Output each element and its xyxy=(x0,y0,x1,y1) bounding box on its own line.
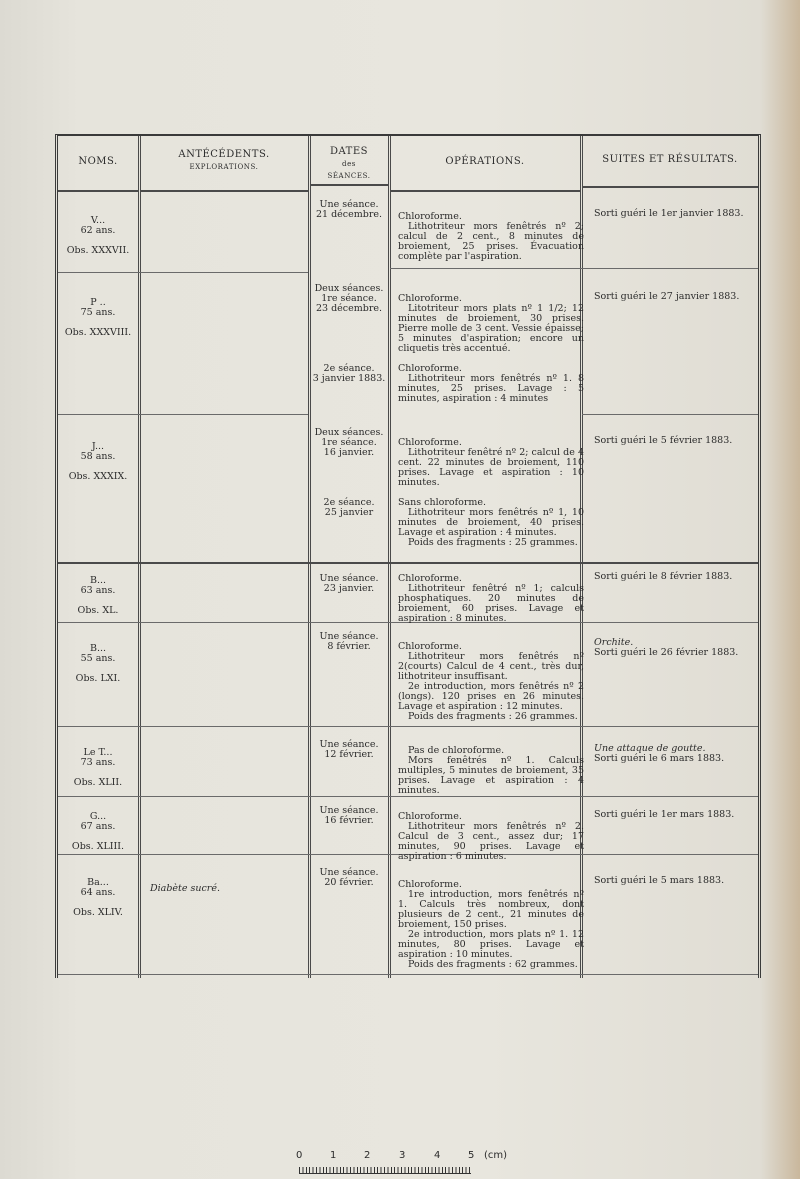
date-line: 16 février. xyxy=(324,815,374,826)
age-text: 67 ans. xyxy=(80,821,116,832)
session-date xyxy=(309,632,389,652)
row-separator xyxy=(58,414,308,415)
op-line: Chloroforme. xyxy=(398,293,462,304)
obs-number: Obs. XLIV. xyxy=(73,907,123,918)
result-text: Sorti guéri le 26 février 1883. xyxy=(594,647,739,658)
operation-text xyxy=(398,212,584,262)
row-separator xyxy=(58,272,308,273)
op-line: Poids des fragments : 25 grammes. xyxy=(408,537,578,548)
operation-text xyxy=(398,498,584,548)
op-line: Chloroforme. xyxy=(398,437,462,448)
name-text: B... xyxy=(89,575,107,586)
result-text: Sorti guéri le 5 février 1883. xyxy=(594,435,733,446)
header-rule xyxy=(390,190,580,192)
age-text: 73 ans. xyxy=(80,757,116,768)
ruler-tick-label: 5 xyxy=(468,1150,475,1161)
date-line: 2e séance. xyxy=(323,363,375,374)
ruler-tick-label: 1 xyxy=(330,1150,337,1161)
result-text: Sorti guéri le 27 janvier 1883. xyxy=(594,291,740,302)
header-antecedents xyxy=(140,149,308,173)
row-separator xyxy=(58,726,758,727)
ruler-tick-label: 0 xyxy=(296,1150,303,1161)
session-date xyxy=(309,806,389,826)
date-line: 23 décembre. xyxy=(315,303,383,314)
row-separator xyxy=(58,562,758,564)
op-line: Lithotriteur mors fenêtrés nº 1. 8 minutes, 25 prises. Lavage : 5 minutes, aspiration : 4 minutes xyxy=(398,373,584,404)
obs-number: Obs. XXXVII. xyxy=(66,245,130,256)
date-line: 16 janvier. xyxy=(323,447,375,458)
result-block xyxy=(594,744,754,764)
column-divider xyxy=(388,136,391,978)
date-line: Une séance. xyxy=(319,867,379,878)
patient-name xyxy=(58,216,138,256)
op-line: Lithotriteur mors fenêtrés nº 1, 10 minutes de broiement, 40 prises. Lavage et aspiration : 4 minutes. xyxy=(398,507,584,538)
header-dates-line3: SÉANCES. xyxy=(327,172,371,180)
date-line: 1re séance. xyxy=(321,293,377,304)
operation-text xyxy=(398,574,584,624)
op-line: Sans chloroforme. xyxy=(398,497,487,508)
header-rule xyxy=(140,190,308,192)
age-text: 55 ans. xyxy=(80,653,116,664)
patient-name xyxy=(58,878,138,918)
date-line: 2e séance. xyxy=(323,497,375,508)
row-separator xyxy=(582,414,758,415)
op-line: Litotriteur mors plats nº 1 1/2; 12 minutes de broiement, 30 prises. Pierre molle de 3 cent. Vessie épaisse; 5 minutes d'aspiration; encore un cliquetis très accentué. xyxy=(398,303,584,354)
age-text: 64 ans. xyxy=(80,887,116,898)
session-date xyxy=(309,868,389,888)
ruler-unit: (cm) xyxy=(484,1150,508,1161)
session-date xyxy=(309,428,389,458)
obs-number: Obs. XXXIX. xyxy=(68,471,128,482)
op-line: Chloroforme. xyxy=(398,811,462,822)
date-line: Une séance. xyxy=(319,739,379,750)
name-text: B... xyxy=(89,643,107,654)
complication-text: Orchite. xyxy=(594,637,634,648)
patient-name xyxy=(58,442,138,482)
name-text: Le T... xyxy=(83,747,113,758)
row-separator xyxy=(390,268,758,269)
result-text: Sorti guéri le 1er mars 1883. xyxy=(594,809,735,820)
obs-number: Obs. XXXVIII. xyxy=(64,327,132,338)
result-text: Sorti guéri le 5 mars 1883. xyxy=(594,875,725,886)
scale-ruler xyxy=(296,1150,516,1175)
obs-number: Obs. XL. xyxy=(77,605,119,616)
antecedent-text: Diabète sucré. xyxy=(150,883,220,894)
op-line: Pas de chloroforme. xyxy=(408,745,505,756)
operation-text xyxy=(398,294,584,354)
date-line: Une séance. xyxy=(319,631,379,642)
header-rule xyxy=(58,190,138,192)
result-text: Sorti guéri le 1er janvier 1883. xyxy=(594,208,744,219)
table-bottom xyxy=(58,974,758,975)
date-line: 21 décembre. xyxy=(315,209,383,220)
date-line: Une séance. xyxy=(319,573,379,584)
header-operations: OPÉRATIONS. xyxy=(445,156,525,167)
session-date xyxy=(309,498,389,518)
operation-text xyxy=(398,880,584,970)
patient-name xyxy=(58,812,138,852)
header-suites: SUITES ET RÉSULTATS. xyxy=(602,154,738,165)
operation-text xyxy=(398,642,584,722)
op-line: Chloroforme. xyxy=(398,211,462,222)
date-line: 3 janvier 1883. xyxy=(312,373,386,384)
result-text: Sorti guéri le 6 mars 1883. xyxy=(594,753,725,764)
op-line: Chloroforme. xyxy=(398,641,462,652)
name-text: J... xyxy=(91,441,105,452)
session-date xyxy=(309,364,389,384)
name-text: P .. xyxy=(90,297,106,308)
obs-number: Obs. LXI. xyxy=(75,673,121,684)
row-separator xyxy=(58,796,758,797)
age-text: 58 ans. xyxy=(80,451,116,462)
complication-text: Une attaque de goutte. xyxy=(594,743,706,754)
patient-name xyxy=(58,576,138,616)
session-date xyxy=(309,574,389,594)
age-text: 63 ans. xyxy=(80,585,116,596)
patient-name xyxy=(58,644,138,684)
header-dates-line1: DATES xyxy=(329,146,368,157)
session-date xyxy=(309,200,389,220)
op-line: Lithotriteur fenêtré nº 1; calculs phosphatiques. 20 minutes de broiement, 60 prises. Lavage et aspiration : 8 minutes. xyxy=(398,583,584,624)
header-antecedents-label: ANTÉCÉDENTS. xyxy=(178,149,270,160)
age-text: 62 ans. xyxy=(80,225,116,236)
patient-name xyxy=(58,298,138,338)
header-rule xyxy=(310,184,388,186)
operation-text xyxy=(398,364,584,404)
op-line: Lithotriteur mors fenêtrés nº 2. Calcul de 3 cent., assez dur; 17 minutes, 90 prises. Lavage et aspiration : 6 minutes. xyxy=(398,821,584,862)
result-text: Sorti guéri le 8 février 1883. xyxy=(594,571,733,582)
result-block xyxy=(594,638,754,658)
op-line: Chloroforme. xyxy=(398,573,462,584)
op-line: Mors fenêtrés nº 1. Calculs multiples, 5 minutes de broiement, 35 prises. Lavage et aspiration : 4 minutes. xyxy=(398,755,584,796)
date-line: Deux séances. xyxy=(314,283,384,294)
op-line: Poids des fragments : 26 grammes. xyxy=(408,711,578,722)
obs-number: Obs. XLII. xyxy=(73,777,123,788)
date-line: 12 février. xyxy=(324,749,374,760)
session-date xyxy=(309,740,389,760)
op-line: Chloroforme. xyxy=(398,879,462,890)
op-line: 1re introduction, mors fenêtrés nº 1. Calculs très nombreux, dont plusieurs de 2 cent., 21 minutes de broiement, 150 prises. xyxy=(398,889,584,930)
op-line: 2e introduction, mors plats nº 1. 12 minutes, 80 prises. Lavage et aspiration : 10 minutes. xyxy=(398,929,584,960)
operation-text xyxy=(398,812,584,862)
header-dates-line2: des xyxy=(341,160,357,168)
date-line: 1re séance. xyxy=(321,437,377,448)
name-text: V... xyxy=(90,215,106,226)
op-line: 2e introduction, mors fenêtrés nº 2 (longs). 120 prises en 26 minutes. Lavage et aspiration : 12 minutes. xyxy=(398,681,584,712)
op-line: Chloroforme. xyxy=(398,363,462,374)
ruler-bar xyxy=(299,1167,471,1174)
observations-table xyxy=(55,134,761,978)
ruler-tick-label: 3 xyxy=(399,1150,406,1161)
patient-name xyxy=(58,748,138,788)
column-divider xyxy=(308,136,311,978)
date-line: 20 février. xyxy=(324,877,374,888)
op-line: Lithotriteur mors fenêtrés nº 2; calcul de 2 cent., 8 minutes de broiement, 25 prises. Évacuation complète par l'aspiration. xyxy=(398,221,584,262)
column-divider xyxy=(138,136,141,978)
obs-number: Obs. XLIII. xyxy=(71,841,125,852)
date-line: Une séance. xyxy=(319,805,379,816)
age-text: 75 ans. xyxy=(80,307,116,318)
date-line: Deux séances. xyxy=(314,427,384,438)
name-text: Ba... xyxy=(87,877,109,888)
op-line: Poids des fragments : 62 grammes. xyxy=(408,959,578,970)
operation-text xyxy=(398,438,584,488)
operation-text xyxy=(398,746,584,796)
header-rule xyxy=(582,186,758,188)
ruler-tick-label: 2 xyxy=(364,1150,371,1161)
op-line: Lithotriteur mors fenêtrés nº 2(courts) Calcul de 4 cent., très dur, lithotriteur insuffisant. xyxy=(398,651,584,682)
header-noms: NOMS. xyxy=(78,156,118,167)
date-line: 25 janvier xyxy=(324,507,374,518)
op-line: Lithotriteur fenêtré nº 2; calcul de 4 cent. 22 minutes de broiement, 110 prises. Lavage et aspiration : 10 minutes. xyxy=(398,447,584,488)
header-dates xyxy=(310,146,388,182)
date-line: 8 février. xyxy=(327,641,371,652)
ruler-tick-label: 4 xyxy=(434,1150,441,1161)
header-explorations-label: EXPLORATIONS. xyxy=(189,163,259,171)
name-text: G... xyxy=(89,811,107,822)
date-line: 23 janvier. xyxy=(323,583,375,594)
date-line: Une séance. xyxy=(319,199,379,210)
session-date xyxy=(309,284,389,314)
